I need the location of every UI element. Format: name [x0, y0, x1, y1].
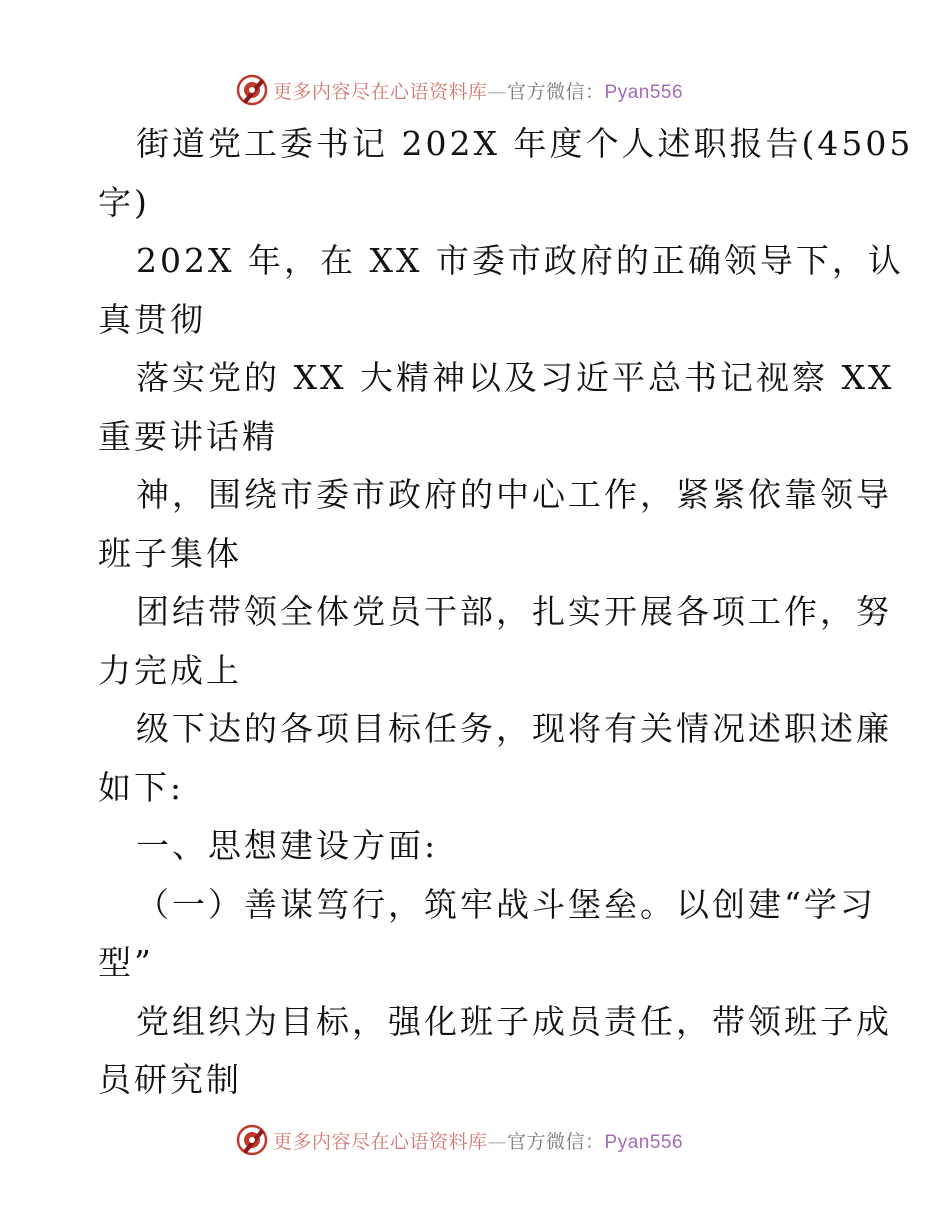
pen-circle-logo-icon [235, 73, 269, 107]
body-paragraph [98, 466, 892, 583]
line-text: 一、思想建设方面: [136, 826, 439, 865]
line-text: 型” [98, 943, 154, 982]
line-text: 班子集体 [98, 533, 242, 573]
watermark-text: 更多内容尽在心语资料库 [273, 80, 488, 103]
body-paragraph [98, 232, 904, 349]
document-body [98, 115, 914, 1110]
line-text: 字) [98, 182, 150, 222]
body-paragraph [98, 700, 892, 817]
watermark-header [235, 72, 683, 108]
line-text: （一）善谋笃行，筑牢战斗堡垒。以创建“学习 [136, 884, 876, 924]
watermark-wechat-id: Pyan556 [604, 81, 684, 103]
line-text: 力完成上 [98, 650, 242, 690]
line-text: 街道党工委书记 202X 年度个人述职报告(4505 [136, 124, 914, 163]
watermark-dash: — [487, 1130, 508, 1153]
watermark-text: 更多内容尽在心语资料库 [273, 1130, 488, 1153]
body-paragraph [98, 993, 892, 1110]
line-text: 神，围绕市委市政府的中心工作，紧紧依靠领导 [136, 475, 892, 514]
body-paragraph [98, 583, 892, 700]
title-paragraph [98, 115, 914, 232]
body-paragraph [98, 349, 895, 466]
line-text: 员研究制 [98, 1060, 242, 1099]
line-text: 级下达的各项目标任务，现将有关情况述职述廉 [136, 709, 892, 748]
watermark-dash: — [487, 80, 508, 103]
watermark-wechat-id: Pyan556 [604, 1131, 684, 1153]
line-text: 落实党的 XX 大精神以及习近平总书记视察 XX [136, 358, 895, 397]
pen-circle-logo-icon [235, 1123, 269, 1157]
line-text: 如下: [98, 767, 185, 807]
watermark-wechat-label: 官方微信： [507, 1130, 605, 1153]
line-text: 团结带领全体党员干部，扎实开展各项工作，努 [136, 592, 892, 631]
section-heading [98, 817, 858, 876]
line-text: 202X 年，在 XX 市委市政府的正确领导下，认 [136, 241, 904, 280]
line-text: 真贯彻 [98, 299, 206, 339]
line-text: 党组织为目标，强化班子成员责任，带领班子成 [136, 1001, 892, 1041]
watermark-wechat-label: 官方微信： [507, 80, 605, 103]
body-paragraph [98, 876, 876, 993]
watermark-footer [235, 1122, 683, 1158]
line-text: 重要讲话精 [98, 416, 278, 456]
